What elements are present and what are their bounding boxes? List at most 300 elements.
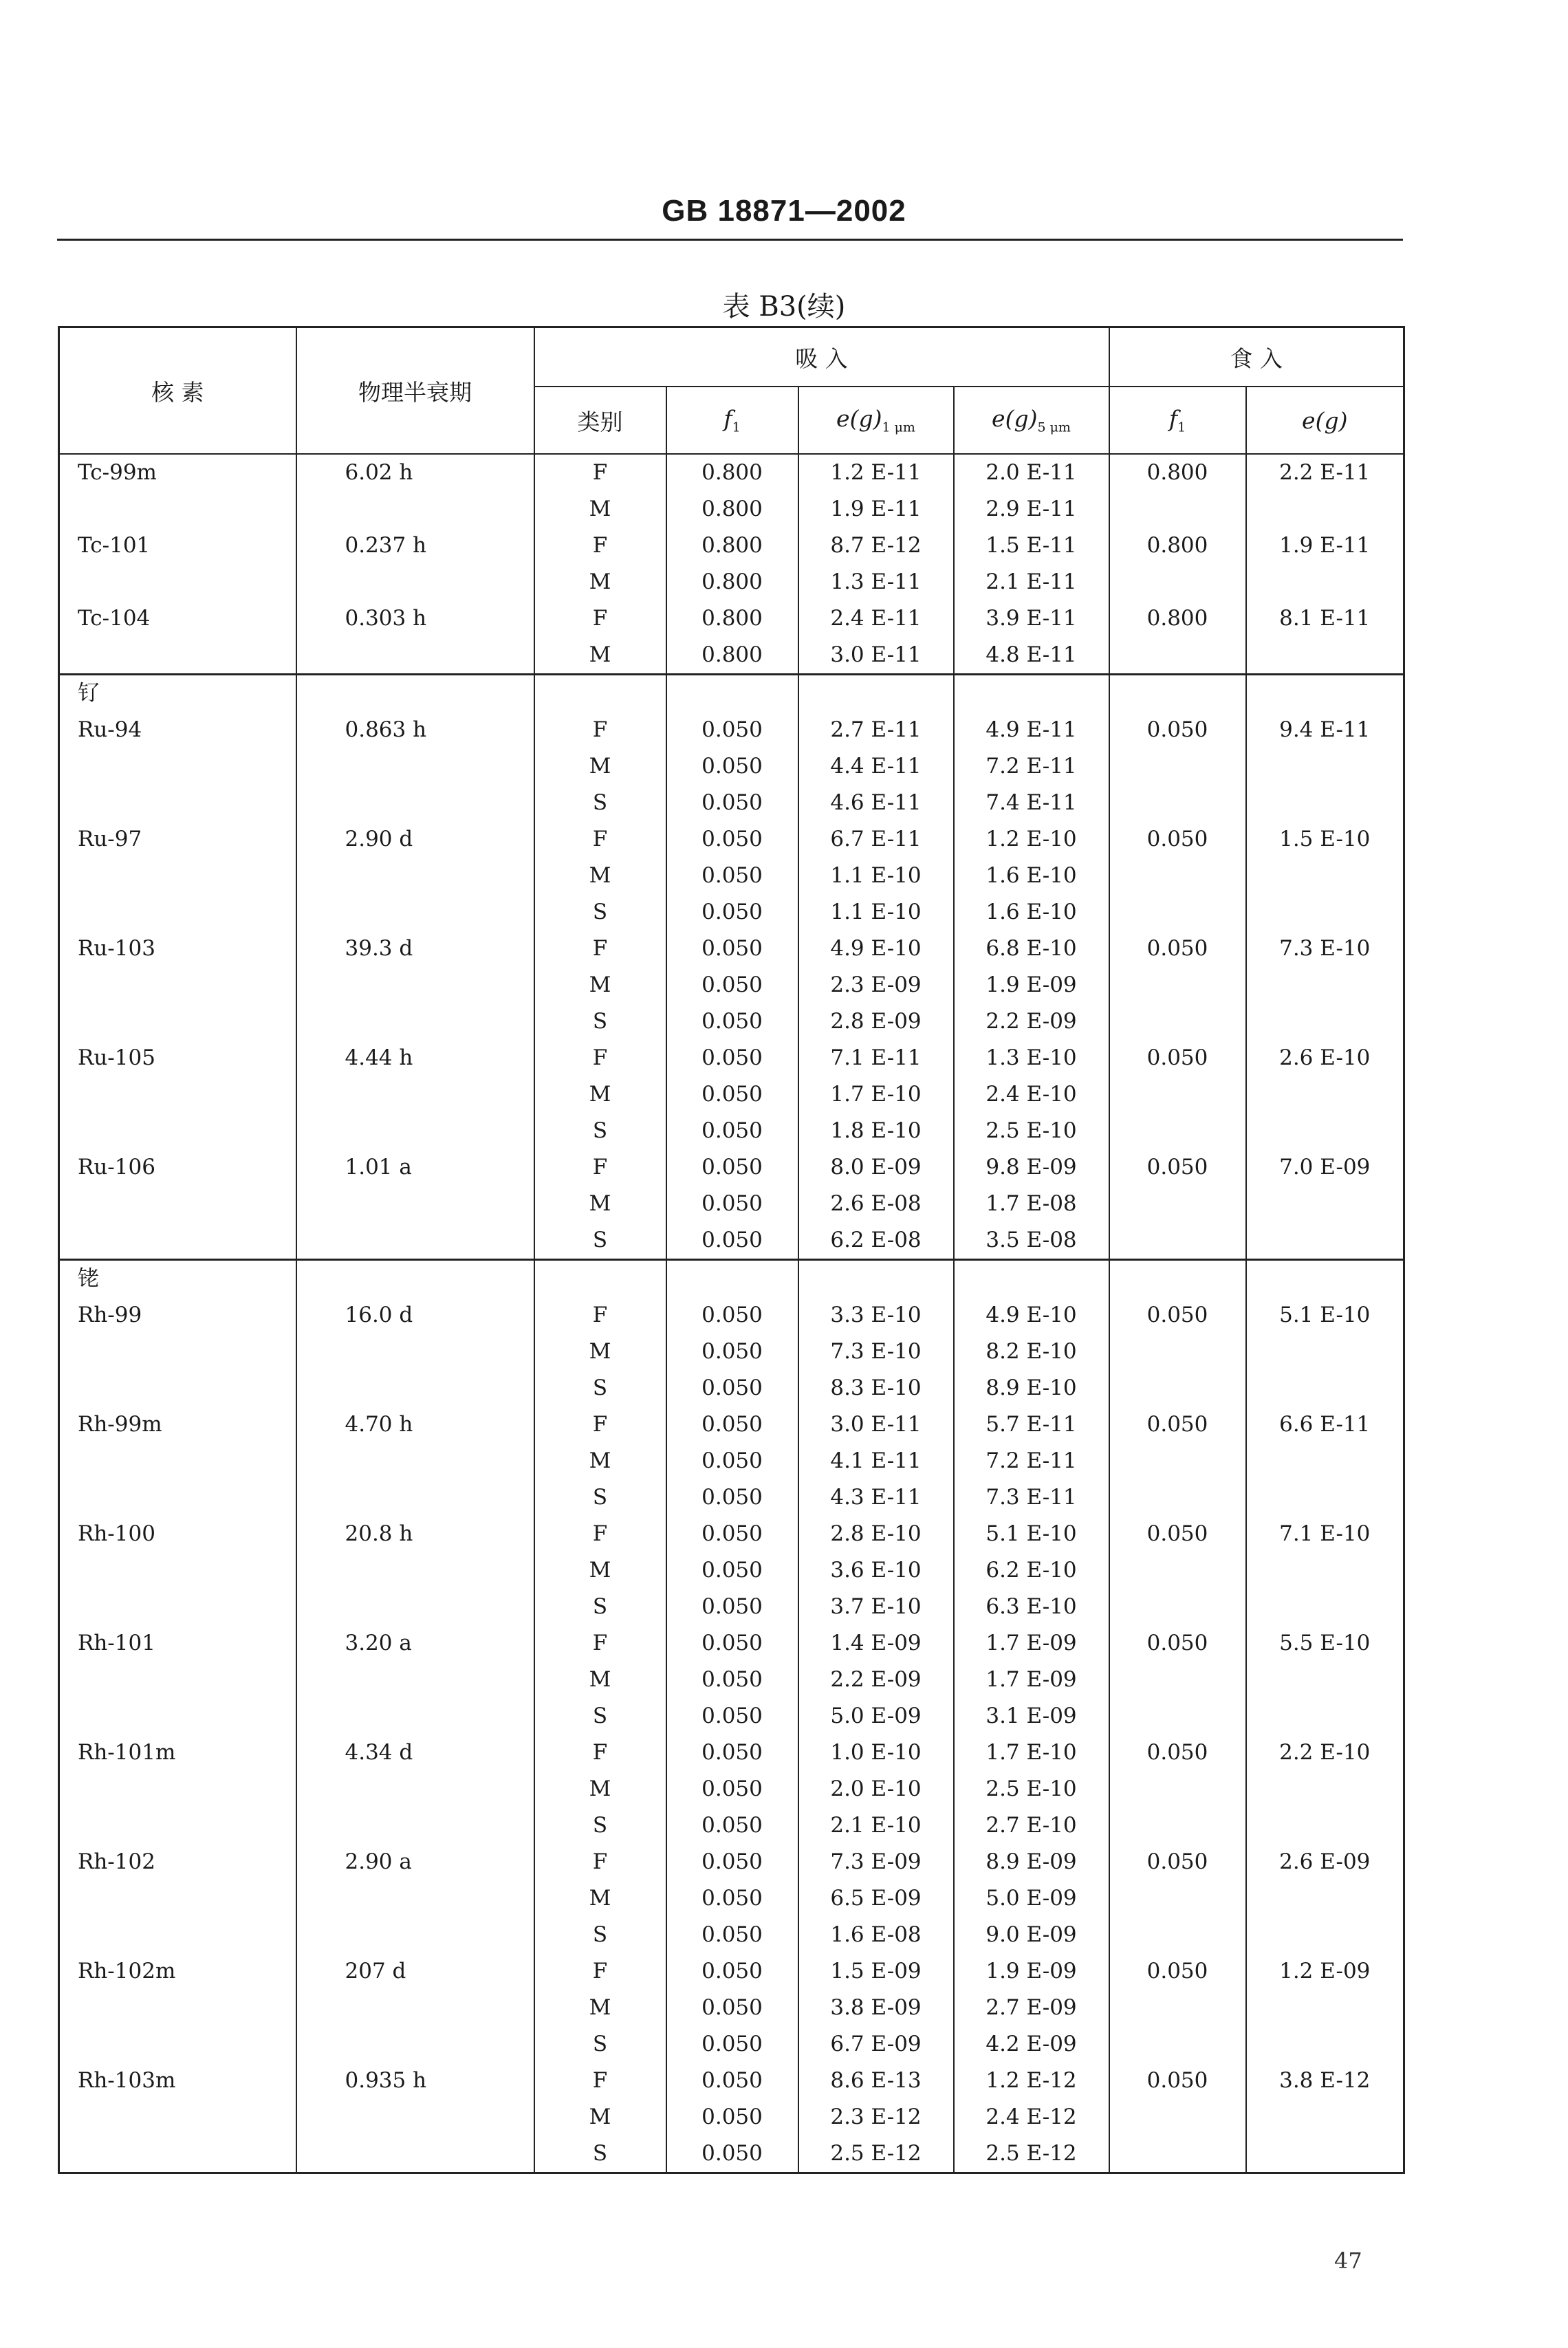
inh-f1-cell: 0.050	[666, 1516, 798, 1552]
nuclide-name	[59, 1807, 296, 1844]
ing-f1-cell	[1109, 894, 1246, 931]
eg-1um-cell: 1.0 E-10	[798, 1735, 954, 1771]
type-cell: F	[534, 1735, 666, 1771]
eg-1um-cell: 1.4 E-09	[798, 1625, 954, 1662]
eg-1um-cell: 4.9 E-10	[798, 931, 954, 967]
col-header-ingestion: 食 入	[1109, 327, 1404, 387]
eg-5um-cell: 2.0 E-11	[954, 454, 1109, 491]
ing-f1-cell	[1109, 1443, 1246, 1479]
half-life-cell	[296, 1186, 534, 1222]
ing-f1-cell	[1109, 858, 1246, 894]
nuclide-name	[59, 858, 296, 894]
table-row	[59, 600, 1404, 637]
eg-1um-cell: 8.3 E-10	[798, 1370, 954, 1406]
eg-1um-cell: 3.0 E-11	[798, 637, 954, 675]
eg-1um-cell: 2.8 E-10	[798, 1516, 954, 1552]
ing-eg-cell: 6.6 E-11	[1246, 1406, 1404, 1443]
table-row	[59, 1334, 1404, 1370]
eg-5um-cell: 1.2 E-12	[954, 2063, 1109, 2099]
table-row	[59, 1844, 1404, 1880]
eg-1um-cell: 1.6 E-08	[798, 1917, 954, 1953]
type-cell: M	[534, 1990, 666, 2026]
half-life-cell: 4.34 d	[296, 1735, 534, 1771]
nuclide-name: Tc-99m	[78, 460, 157, 485]
ing-eg-cell	[1246, 1076, 1404, 1113]
inh-f1-cell: 0.050	[666, 1370, 798, 1406]
eg-5um-cell: 4.8 E-11	[954, 637, 1109, 675]
inh-f1-cell: 0.050	[666, 1552, 798, 1589]
ing-f1-cell	[1109, 2135, 1246, 2173]
eg-5um-cell: 2.5 E-10	[954, 1113, 1109, 1149]
inh-f1-cell: 0.800	[666, 491, 798, 528]
half-life-cell	[296, 1003, 534, 1040]
ing-f1-cell: 0.800	[1109, 454, 1246, 491]
ing-f1-cell: 0.050	[1109, 712, 1246, 748]
ing-eg-cell: 2.2 E-10	[1246, 1735, 1404, 1771]
type-cell: F	[534, 931, 666, 967]
eg-5um-cell: 1.7 E-10	[954, 1735, 1109, 1771]
type-cell: F	[534, 454, 666, 491]
type-cell: S	[534, 1698, 666, 1735]
eg-5um-cell: 1.7 E-09	[954, 1662, 1109, 1698]
eg-1um-cell: 2.7 E-11	[798, 712, 954, 748]
type-cell: M	[534, 637, 666, 675]
ing-f1-cell	[1109, 1990, 1246, 2026]
eg-5um-cell: 4.2 E-09	[954, 2026, 1109, 2063]
nuclide-name: Tc-104	[78, 606, 151, 631]
table-caption: 表 B3(续)	[722, 291, 846, 323]
nuclide-name: Rh-99m	[78, 1412, 162, 1437]
type-cell: S	[534, 1003, 666, 1040]
eg-1um-cell: 3.3 E-10	[798, 1297, 954, 1334]
ing-eg-cell	[1246, 1771, 1404, 1807]
ing-eg-cell: 7.0 E-09	[1246, 1149, 1404, 1186]
eg-1um-cell: 2.3 E-12	[798, 2099, 954, 2135]
type-cell: F	[534, 1149, 666, 1186]
nuclide-name: Rh-102m	[78, 1959, 176, 1983]
eg-1um-cell: 1.1 E-10	[798, 894, 954, 931]
ing-f1-cell	[1109, 491, 1246, 528]
ing-f1-cell: 0.800	[1109, 528, 1246, 564]
eg-1um-cell: 4.1 E-11	[798, 1443, 954, 1479]
half-life-cell	[296, 1807, 534, 1844]
eg-1um-cell: 3.0 E-11	[798, 1406, 954, 1443]
ing-f1-cell: 0.050	[1109, 1297, 1246, 1334]
nuclide-name	[59, 1222, 296, 1260]
half-life-cell	[296, 1479, 534, 1516]
nuclide-name	[59, 2099, 296, 2135]
ing-f1-cell: 0.050	[1109, 1406, 1246, 1443]
ing-eg-cell	[1246, 491, 1404, 528]
nuclide-name	[59, 1698, 296, 1735]
nuclide-name: Ru-106	[78, 1155, 155, 1180]
ing-f1-cell	[1109, 1552, 1246, 1589]
ing-f1-cell	[1109, 2099, 1246, 2135]
half-life-cell	[296, 785, 534, 821]
eg-5um-cell: 2.2 E-09	[954, 1003, 1109, 1040]
table-row	[59, 1917, 1404, 1953]
half-life-cell: 3.20 a	[296, 1625, 534, 1662]
table-row	[59, 1222, 1404, 1260]
eg-1um-cell: 6.7 E-11	[798, 821, 954, 858]
eg-1um-cell: 7.1 E-11	[798, 1040, 954, 1076]
eg-5um-cell: 1.3 E-10	[954, 1040, 1109, 1076]
nuclide-name	[59, 1917, 296, 1953]
inh-f1-cell: 0.050	[666, 785, 798, 821]
element-label: 铑	[59, 1260, 296, 1298]
half-life-cell: 4.70 h	[296, 1406, 534, 1443]
type-cell: M	[534, 1880, 666, 1917]
half-life-cell: 6.02 h	[296, 454, 534, 491]
inh-f1-cell: 0.050	[666, 1076, 798, 1113]
nuclide-name	[59, 1880, 296, 1917]
col-header-ing-f1: $f_1$	[1109, 387, 1246, 454]
ing-f1-cell	[1109, 637, 1246, 675]
eg-1um-cell: 4.4 E-11	[798, 748, 954, 785]
nuclide-name	[59, 2135, 296, 2173]
document-header: GB 18871—2002	[662, 194, 906, 228]
nuclide-name	[59, 1589, 296, 1625]
type-cell: M	[534, 2099, 666, 2135]
nuclide-name: Ru-97	[78, 827, 142, 851]
nuclide-name: Rh-102	[78, 1849, 155, 1874]
half-life-cell: 4.44 h	[296, 1040, 534, 1076]
col-header-ing-eg: e(g)	[1246, 387, 1404, 454]
inh-f1-cell: 0.050	[666, 1297, 798, 1334]
table-row	[59, 894, 1404, 931]
half-life-cell	[296, 1990, 534, 2026]
nuclide-name	[59, 2026, 296, 2063]
table-row	[59, 858, 1404, 894]
ing-eg-cell	[1246, 1186, 1404, 1222]
ing-eg-cell: 8.1 E-11	[1246, 600, 1404, 637]
ing-eg-cell	[1246, 2135, 1404, 2173]
table-row	[59, 1406, 1404, 1443]
ing-f1-cell: 0.050	[1109, 931, 1246, 967]
half-life-cell	[296, 2026, 534, 2063]
nuclide-name: Rh-103m	[78, 2068, 176, 2093]
eg-1um-cell: 2.6 E-08	[798, 1186, 954, 1222]
inh-f1-cell: 0.050	[666, 967, 798, 1003]
type-cell: S	[534, 1917, 666, 1953]
ing-eg-cell	[1246, 1479, 1404, 1516]
ing-f1-cell	[1109, 675, 1246, 713]
inh-f1-cell	[666, 1260, 798, 1298]
inh-f1-cell: 0.050	[666, 1953, 798, 1990]
eg-1um-cell: 2.0 E-10	[798, 1771, 954, 1807]
half-life-cell	[296, 1222, 534, 1260]
eg-5um-cell: 6.8 E-10	[954, 931, 1109, 967]
ing-f1-cell: 0.050	[1109, 1516, 1246, 1552]
type-cell: S	[534, 1807, 666, 1844]
type-cell: S	[534, 1589, 666, 1625]
eg-1um-cell: 1.2 E-11	[798, 454, 954, 491]
table-row	[59, 1443, 1404, 1479]
inh-f1-cell: 0.050	[666, 1990, 798, 2026]
col-header-nuclide: 核 素	[59, 327, 296, 455]
table-row	[59, 1662, 1404, 1698]
inh-f1-cell	[666, 675, 798, 713]
type-cell: F	[534, 821, 666, 858]
type-cell: M	[534, 858, 666, 894]
ing-f1-cell	[1109, 1698, 1246, 1735]
type-cell: S	[534, 894, 666, 931]
half-life-cell	[296, 2135, 534, 2173]
inh-f1-cell: 0.800	[666, 454, 798, 491]
ing-eg-cell	[1246, 1880, 1404, 1917]
nuclide-name	[59, 1370, 296, 1406]
ing-f1-cell	[1109, 748, 1246, 785]
ing-eg-cell	[1246, 1917, 1404, 1953]
type-cell: M	[534, 1076, 666, 1113]
ing-eg-cell	[1246, 1113, 1404, 1149]
eg-5um-cell: 3.9 E-11	[954, 600, 1109, 637]
type-cell: S	[534, 1113, 666, 1149]
ing-f1-cell	[1109, 2026, 1246, 2063]
eg-5um-cell: 2.4 E-12	[954, 2099, 1109, 2135]
nuclide-name	[59, 748, 296, 785]
type-cell: F	[534, 528, 666, 564]
eg-5um-cell: 7.3 E-11	[954, 1479, 1109, 1516]
eg-1um-cell: 2.5 E-12	[798, 2135, 954, 2173]
ing-f1-cell	[1109, 1880, 1246, 1917]
ing-f1-cell: 0.050	[1109, 2063, 1246, 2099]
half-life-cell	[296, 637, 534, 675]
ing-f1-cell	[1109, 1186, 1246, 1222]
type-cell: M	[534, 748, 666, 785]
half-life-cell	[296, 748, 534, 785]
eg-5um-cell: 1.6 E-10	[954, 894, 1109, 931]
nuclide-name	[59, 1443, 296, 1479]
table-row	[59, 2099, 1404, 2135]
ing-f1-cell: 0.050	[1109, 1040, 1246, 1076]
eg-1um-cell: 6.7 E-09	[798, 2026, 954, 2063]
ing-eg-cell: 7.1 E-10	[1246, 1516, 1404, 1552]
type-cell: M	[534, 1771, 666, 1807]
type-cell: F	[534, 1625, 666, 1662]
type-cell: M	[534, 1443, 666, 1479]
inh-f1-cell: 0.050	[666, 821, 798, 858]
table-row	[59, 1698, 1404, 1735]
eg-5um-cell: 7.4 E-11	[954, 785, 1109, 821]
ing-eg-cell: 5.1 E-10	[1246, 1297, 1404, 1334]
half-life-cell: 0.863 h	[296, 712, 534, 748]
ing-f1-cell	[1109, 1807, 1246, 1844]
ing-eg-cell: 3.8 E-12	[1246, 2063, 1404, 2099]
inh-f1-cell: 0.050	[666, 1589, 798, 1625]
inh-f1-cell: 0.050	[666, 1698, 798, 1735]
type-cell: M	[534, 1662, 666, 1698]
table-row	[59, 1807, 1404, 1844]
inh-f1-cell: 0.050	[666, 712, 798, 748]
half-life-cell	[296, 967, 534, 1003]
type-cell: F	[534, 1844, 666, 1880]
table-row	[59, 2026, 1404, 2063]
nuclide-name: Ru-94	[78, 717, 142, 742]
half-life-cell	[296, 1589, 534, 1625]
eg-5um-cell: 1.9 E-09	[954, 967, 1109, 1003]
eg-1um-cell: 7.3 E-10	[798, 1334, 954, 1370]
col-header-half-life: 物理半衰期	[296, 327, 534, 455]
inh-f1-cell: 0.050	[666, 1222, 798, 1260]
eg-1um-cell: 2.2 E-09	[798, 1662, 954, 1698]
nuclide-name	[59, 1113, 296, 1149]
ing-f1-cell	[1109, 1917, 1246, 1953]
eg-5um-cell: 7.2 E-11	[954, 1443, 1109, 1479]
inh-f1-cell: 0.050	[666, 1186, 798, 1222]
ing-f1-cell	[1109, 1222, 1246, 1260]
ing-f1-cell	[1109, 785, 1246, 821]
table-row	[59, 1297, 1404, 1334]
col-header-type: 类别	[534, 387, 666, 454]
ing-eg-cell	[1246, 785, 1404, 821]
eg-5um-cell: 3.1 E-09	[954, 1698, 1109, 1735]
ing-f1-cell	[1109, 1260, 1246, 1298]
half-life-cell	[296, 675, 534, 713]
ing-f1-cell	[1109, 1479, 1246, 1516]
ing-eg-cell	[1246, 1589, 1404, 1625]
col-header-eg-1um: $e(g)_{1 \mu m}$	[798, 387, 954, 454]
inh-f1-cell: 0.050	[666, 1662, 798, 1698]
eg-1um-cell: 1.1 E-10	[798, 858, 954, 894]
nuclide-name: Rh-100	[78, 1521, 155, 1546]
ing-f1-cell: 0.050	[1109, 821, 1246, 858]
eg-5um-cell: 5.1 E-10	[954, 1516, 1109, 1552]
ing-f1-cell	[1109, 967, 1246, 1003]
eg-5um-cell: 4.9 E-10	[954, 1297, 1109, 1334]
half-life-cell: 0.935 h	[296, 2063, 534, 2099]
eg-5um-cell: 6.3 E-10	[954, 1589, 1109, 1625]
eg-5um-cell	[954, 675, 1109, 713]
dose-coefficient-table	[58, 326, 1405, 2174]
eg-5um-cell: 1.9 E-09	[954, 1953, 1109, 1990]
nuclide-name	[59, 894, 296, 931]
eg-1um-cell: 2.1 E-10	[798, 1807, 954, 1844]
eg-1um-cell: 4.3 E-11	[798, 1479, 954, 1516]
table-row	[59, 1990, 1404, 2026]
ing-f1-cell: 0.050	[1109, 1844, 1246, 1880]
col-header-inhalation: 吸 入	[534, 327, 1109, 387]
nuclide-name: Tc-101	[78, 533, 151, 558]
nuclide-name	[59, 1334, 296, 1370]
inh-f1-cell: 0.050	[666, 1625, 798, 1662]
ing-f1-cell	[1109, 1113, 1246, 1149]
table-row	[59, 1735, 1404, 1771]
nuclide-name	[59, 785, 296, 821]
ing-eg-cell	[1246, 894, 1404, 931]
ing-eg-cell	[1246, 858, 1404, 894]
inh-f1-cell: 0.050	[666, 1443, 798, 1479]
ing-eg-cell	[1246, 1662, 1404, 1698]
nuclide-name	[59, 1479, 296, 1516]
type-cell: M	[534, 1334, 666, 1370]
ing-f1-cell: 0.050	[1109, 1735, 1246, 1771]
eg-5um-cell: 1.5 E-11	[954, 528, 1109, 564]
ing-eg-cell	[1246, 564, 1404, 600]
nuclide-name: Rh-101	[78, 1631, 155, 1655]
type-cell: F	[534, 1516, 666, 1552]
table-row	[59, 1516, 1404, 1552]
inh-f1-cell: 0.050	[666, 931, 798, 967]
inh-f1-cell: 0.050	[666, 1735, 798, 1771]
ing-eg-cell: 2.6 E-10	[1246, 1040, 1404, 1076]
ing-eg-cell	[1246, 637, 1404, 675]
eg-5um-cell: 6.2 E-10	[954, 1552, 1109, 1589]
ing-eg-cell: 9.4 E-11	[1246, 712, 1404, 748]
half-life-cell	[296, 1662, 534, 1698]
eg-1um-cell: 1.9 E-11	[798, 491, 954, 528]
eg-1um-cell: 1.7 E-10	[798, 1076, 954, 1113]
col-header-inh-f1: $f_1$	[666, 387, 798, 454]
ing-eg-cell	[1246, 1334, 1404, 1370]
half-life-cell	[296, 1260, 534, 1298]
half-life-cell	[296, 1698, 534, 1735]
table-row	[59, 1589, 1404, 1625]
ing-eg-cell	[1246, 1698, 1404, 1735]
eg-5um-cell: 4.9 E-11	[954, 712, 1109, 748]
table-row	[59, 2063, 1404, 2099]
ing-eg-cell	[1246, 1222, 1404, 1260]
table-row	[59, 1003, 1404, 1040]
ing-eg-cell	[1246, 675, 1404, 713]
eg-1um-cell: 1.5 E-09	[798, 1953, 954, 1990]
inh-f1-cell: 0.050	[666, 1334, 798, 1370]
ing-eg-cell	[1246, 1370, 1404, 1406]
table-row	[59, 1076, 1404, 1113]
ing-eg-cell: 7.3 E-10	[1246, 931, 1404, 967]
type-cell: F	[534, 712, 666, 748]
eg-1um-cell: 2.8 E-09	[798, 1003, 954, 1040]
inh-f1-cell: 0.050	[666, 1003, 798, 1040]
table-row	[59, 1953, 1404, 1990]
table-row	[59, 637, 1404, 675]
ing-eg-cell	[1246, 1003, 1404, 1040]
type-cell: F	[534, 1297, 666, 1334]
inh-f1-cell: 0.050	[666, 1771, 798, 1807]
type-cell: F	[534, 1953, 666, 1990]
eg-5um-cell: 2.5 E-10	[954, 1771, 1109, 1807]
inh-f1-cell: 0.800	[666, 600, 798, 637]
eg-5um-cell: 9.8 E-09	[954, 1149, 1109, 1186]
inh-f1-cell: 0.050	[666, 1807, 798, 1844]
ing-eg-cell: 2.2 E-11	[1246, 454, 1404, 491]
inh-f1-cell: 0.050	[666, 1479, 798, 1516]
inh-f1-cell: 0.050	[666, 1149, 798, 1186]
ing-f1-cell	[1109, 1334, 1246, 1370]
ing-f1-cell	[1109, 1771, 1246, 1807]
eg-1um-cell: 2.3 E-09	[798, 967, 954, 1003]
ing-f1-cell	[1109, 564, 1246, 600]
table-row	[59, 785, 1404, 821]
type-cell: S	[534, 2135, 666, 2173]
inh-f1-cell: 0.050	[666, 1406, 798, 1443]
type-cell: S	[534, 1222, 666, 1260]
ing-eg-cell	[1246, 748, 1404, 785]
eg-5um-cell: 1.6 E-10	[954, 858, 1109, 894]
eg-1um-cell: 6.5 E-09	[798, 1880, 954, 1917]
eg-5um-cell: 2.7 E-09	[954, 1990, 1109, 2026]
nuclide-name	[59, 1076, 296, 1113]
half-life-cell	[296, 1443, 534, 1479]
ing-eg-cell	[1246, 967, 1404, 1003]
element-label: 钌	[59, 675, 296, 713]
eg-5um-cell: 3.5 E-08	[954, 1222, 1109, 1260]
type-cell: F	[534, 600, 666, 637]
eg-5um-cell: 2.5 E-12	[954, 2135, 1109, 2173]
eg-5um-cell: 8.9 E-09	[954, 1844, 1109, 1880]
half-life-cell: 0.303 h	[296, 600, 534, 637]
ing-eg-cell: 1.5 E-10	[1246, 821, 1404, 858]
